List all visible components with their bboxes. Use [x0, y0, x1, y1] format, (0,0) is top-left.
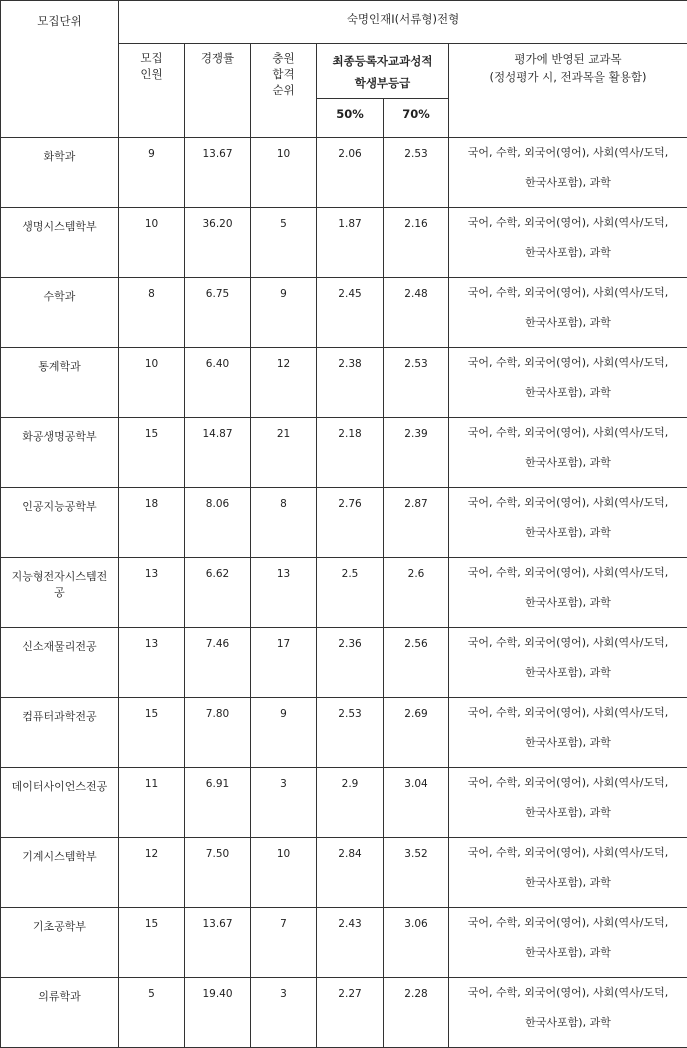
subjects-line-1: 국어, 수학, 외국어(영어), 사회(역사/도덕, — [449, 208, 687, 238]
subjects-cell — [449, 418, 687, 488]
subjects-cell — [449, 768, 687, 838]
unit-cell: 데이터사이언스전공 — [1, 768, 119, 838]
subjects-line-1: 국어, 수학, 외국어(영어), 사회(역사/도덕, — [449, 768, 687, 798]
competition-cell: 6.75 — [185, 278, 251, 348]
table-row — [1, 838, 687, 908]
subjects-line-2: 한국사포함), 과학 — [449, 798, 687, 828]
grade70-cell: 2.28 — [384, 978, 449, 1048]
grade50-cell: 2.36 — [317, 628, 384, 698]
subjects-line-1: 국어, 수학, 외국어(영어), 사회(역사/도덕, — [449, 698, 687, 728]
unit-cell: 화공생명공학부 — [1, 418, 119, 488]
header-unit: 모집단위 — [1, 1, 119, 138]
competition-cell: 13.67 — [185, 908, 251, 978]
competition-cell: 8.06 — [185, 488, 251, 558]
header-subjects: 평가에 반영된 교과목 (정성평가 시, 전과목을 활용함) — [449, 44, 687, 138]
table-row — [1, 488, 687, 558]
subjects-cell — [449, 348, 687, 418]
competition-cell: 7.80 — [185, 698, 251, 768]
table-row — [1, 698, 687, 768]
subjects-line-1: 국어, 수학, 외국어(영어), 사회(역사/도덕, — [449, 488, 687, 518]
subjects-cell — [449, 628, 687, 698]
grade70-cell: 3.52 — [384, 838, 449, 908]
quota-cell: 15 — [119, 908, 185, 978]
grade70-cell: 2.69 — [384, 698, 449, 768]
unit-cell: 기초공학부 — [1, 908, 119, 978]
subjects-line-1: 국어, 수학, 외국어(영어), 사회(역사/도덕, — [449, 418, 687, 448]
grade50-cell: 2.06 — [317, 138, 384, 208]
table-row — [1, 278, 687, 348]
subjects-line-2: 한국사포함), 과학 — [449, 868, 687, 898]
table-row — [1, 348, 687, 418]
subjects-cell — [449, 978, 687, 1048]
subjects-cell — [449, 558, 687, 628]
quota-cell: 5 — [119, 978, 185, 1048]
competition-cell: 6.91 — [185, 768, 251, 838]
table-row — [1, 768, 687, 838]
unit-cell: 생명시스템학부 — [1, 208, 119, 278]
grade70-cell: 3.06 — [384, 908, 449, 978]
header-final-grade: 최종등록자교과성적 학생부등급 — [317, 44, 449, 99]
quota-cell: 18 — [119, 488, 185, 558]
subjects-cell — [449, 278, 687, 348]
subjects-line-2: 한국사포함), 과학 — [449, 378, 687, 408]
grade50-cell: 2.76 — [317, 488, 384, 558]
competition-cell: 14.87 — [185, 418, 251, 488]
quota-cell: 9 — [119, 138, 185, 208]
subjects-line-2: 한국사포함), 과학 — [449, 448, 687, 478]
quota-cell: 12 — [119, 838, 185, 908]
rank-cell: 3 — [251, 768, 317, 838]
subjects-cell — [449, 838, 687, 908]
subjects-line-2: 한국사포함), 과학 — [449, 588, 687, 618]
quota-cell: 15 — [119, 698, 185, 768]
subjects-cell — [449, 698, 687, 768]
grade70-cell: 2.48 — [384, 278, 449, 348]
grade70-cell: 2.53 — [384, 348, 449, 418]
grade50-cell: 2.9 — [317, 768, 384, 838]
subjects-line-2: 한국사포함), 과학 — [449, 168, 687, 198]
rank-cell: 13 — [251, 558, 317, 628]
unit-cell: 신소재물리전공 — [1, 628, 119, 698]
competition-cell: 6.40 — [185, 348, 251, 418]
grade50-cell: 1.87 — [317, 208, 384, 278]
subjects-line-2: 한국사포함), 과학 — [449, 658, 687, 688]
grade70-cell: 2.53 — [384, 138, 449, 208]
unit-cell: 화학과 — [1, 138, 119, 208]
subjects-line-1: 국어, 수학, 외국어(영어), 사회(역사/도덕, — [449, 558, 687, 588]
grade70-cell: 2.39 — [384, 418, 449, 488]
rank-cell: 10 — [251, 838, 317, 908]
grade50-cell: 2.27 — [317, 978, 384, 1048]
rank-cell: 7 — [251, 908, 317, 978]
table-row — [1, 908, 687, 978]
unit-cell: 수학과 — [1, 278, 119, 348]
grade50-cell: 2.84 — [317, 838, 384, 908]
subjects-line-1: 국어, 수학, 외국어(영어), 사회(역사/도덕, — [449, 978, 687, 1008]
grade50-cell: 2.38 — [317, 348, 384, 418]
grade70-cell: 2.16 — [384, 208, 449, 278]
grade50-cell: 2.53 — [317, 698, 384, 768]
rank-cell: 9 — [251, 278, 317, 348]
competition-cell: 36.20 — [185, 208, 251, 278]
rank-cell: 21 — [251, 418, 317, 488]
unit-cell: 지능형전자시스템전 공 — [1, 558, 119, 628]
table-row — [1, 208, 687, 278]
rank-cell: 10 — [251, 138, 317, 208]
subjects-line-2: 한국사포함), 과학 — [449, 728, 687, 758]
header-competition: 경쟁률 — [185, 44, 251, 138]
rank-cell: 3 — [251, 978, 317, 1048]
subjects-line-2: 한국사포함), 과학 — [449, 938, 687, 968]
grade70-cell: 2.87 — [384, 488, 449, 558]
table-row — [1, 628, 687, 698]
header-quota: 모집 인원 — [119, 44, 185, 138]
quota-cell: 11 — [119, 768, 185, 838]
subjects-line-1: 국어, 수학, 외국어(영어), 사회(역사/도덕, — [449, 278, 687, 308]
rank-cell: 5 — [251, 208, 317, 278]
header-reserve-rank: 충원 합격 순위 — [251, 44, 317, 138]
competition-cell: 7.46 — [185, 628, 251, 698]
quota-cell: 13 — [119, 558, 185, 628]
header-track: 숙명인재I(서류형)전형 — [119, 1, 687, 44]
competition-cell: 7.50 — [185, 838, 251, 908]
subjects-line-2: 한국사포함), 과학 — [449, 518, 687, 548]
table-row — [1, 138, 687, 208]
unit-cell: 컴퓨터과학전공 — [1, 698, 119, 768]
header-pct50: 50% — [317, 99, 384, 138]
subjects-cell — [449, 488, 687, 558]
competition-cell: 19.40 — [185, 978, 251, 1048]
subjects-line-1: 국어, 수학, 외국어(영어), 사회(역사/도덕, — [449, 138, 687, 168]
rank-cell: 9 — [251, 698, 317, 768]
subjects-line-1: 국어, 수학, 외국어(영어), 사회(역사/도덕, — [449, 908, 687, 938]
unit-cell: 인공지능공학부 — [1, 488, 119, 558]
rank-cell: 8 — [251, 488, 317, 558]
grade70-cell: 2.6 — [384, 558, 449, 628]
quota-cell: 15 — [119, 418, 185, 488]
subjects-cell — [449, 908, 687, 978]
subjects-cell — [449, 138, 687, 208]
subjects-line-2: 한국사포함), 과학 — [449, 238, 687, 268]
subjects-line-1: 국어, 수학, 외국어(영어), 사회(역사/도덕, — [449, 838, 687, 868]
grade70-cell: 2.56 — [384, 628, 449, 698]
quota-cell: 10 — [119, 348, 185, 418]
quota-cell: 10 — [119, 208, 185, 278]
unit-cell: 의류학과 — [1, 978, 119, 1048]
rank-cell: 17 — [251, 628, 317, 698]
grade70-cell: 3.04 — [384, 768, 449, 838]
unit-cell: 기계시스템학부 — [1, 838, 119, 908]
quota-cell: 13 — [119, 628, 185, 698]
subjects-line-1: 국어, 수학, 외국어(영어), 사회(역사/도덕, — [449, 348, 687, 378]
competition-cell: 13.67 — [185, 138, 251, 208]
table-row — [1, 418, 687, 488]
quota-cell: 8 — [119, 278, 185, 348]
table-row — [1, 978, 687, 1048]
grade50-cell: 2.45 — [317, 278, 384, 348]
subjects-line-1: 국어, 수학, 외국어(영어), 사회(역사/도덕, — [449, 628, 687, 658]
header-pct70: 70% — [384, 99, 449, 138]
unit-cell: 통계학과 — [1, 348, 119, 418]
competition-cell: 6.62 — [185, 558, 251, 628]
subjects-line-2: 한국사포함), 과학 — [449, 308, 687, 338]
grade50-cell: 2.18 — [317, 418, 384, 488]
subjects-line-2: 한국사포함), 과학 — [449, 1008, 687, 1038]
grade50-cell: 2.5 — [317, 558, 384, 628]
subjects-cell — [449, 208, 687, 278]
grade50-cell: 2.43 — [317, 908, 384, 978]
rank-cell: 12 — [251, 348, 317, 418]
table-row — [1, 558, 687, 628]
